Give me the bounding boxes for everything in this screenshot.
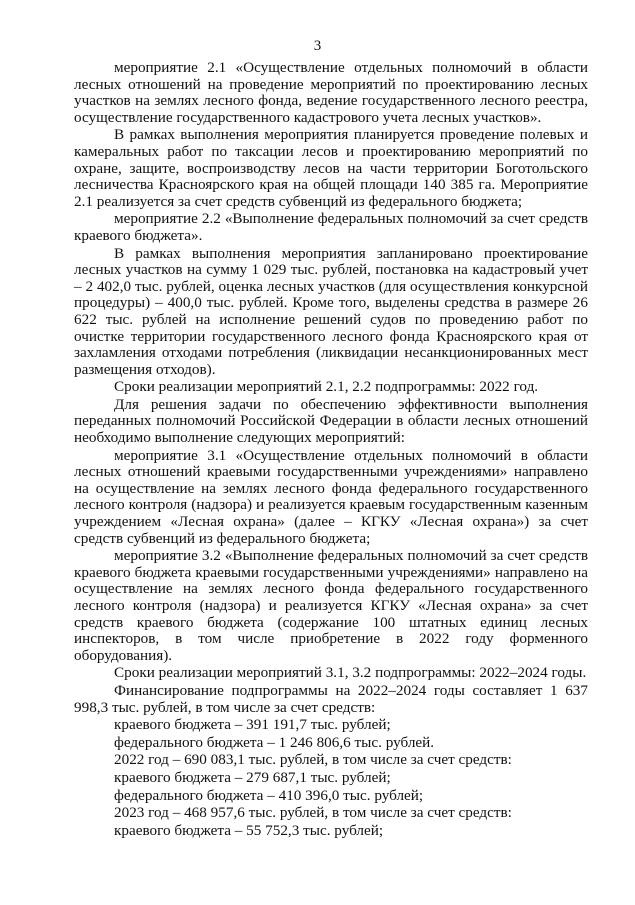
paragraph: Финансирование подпрограммы на 2022–2024 годы составляет 1 637 998,3 тыс. рублей, в том числе за счет средств:: [74, 681, 588, 716]
funding-line: краевого бюджета – 279 687,1 тыс. рублей;: [114, 768, 391, 786]
funding-line: 2023 год – 468 957,6 тыс. рублей, в том числе за счет средств:: [114, 804, 512, 822]
paragraph: мероприятие 3.1 «Осуществление отдельных полномочий в области лесных отношений краевыми государственными учреждениями» направлено на осуществление на землях лесного фонда федерального государственного лесного контроля (надзора) и реализуется краевым государственным казенным учреждением «Лесная охрана» (далее – КГКУ «Лесная охрана») за счет средств субвенций из федерального бюджета;: [74, 446, 588, 547]
paragraph: мероприятие 3.2 «Выполнение федеральных полномочий за счет средств краевого бюджета краевыми государственными учреждениями» направлено на осуществление на землях лесного фонда федерального государственного лесного контроля (надзора) и реализуется КГКУ «Лесная охрана» за счет средств краевого бюджета (содержание 100 штатных единиц лесных инспекторов, в том числе приобретение в 2022 году форменного оборудования).: [74, 547, 588, 664]
page-number: 3: [313, 38, 322, 54]
funding-line: федерального бюджета – 410 396,0 тыс. рублей;: [114, 786, 424, 804]
paragraph: В рамках выполнения мероприятия планируется проведение полевых и камеральных работ по таксации лесов и проектированию мероприятий по охране, защите, воспроизводству лесов на части территории Боготольского лесничества Красноярского края на общей площади 140 385 га. Мероприятие 2.1 реализуется за счет средств субвенций из федерального бюджета;: [74, 126, 588, 210]
funding-line: федерального бюджета – 1 246 806,6 тыс. рублей.: [114, 733, 435, 751]
funding-line: 2022 год – 690 083,1 тыс. рублей, в том числе за счет средств:: [114, 751, 512, 769]
document-body: [74, 60, 588, 840]
paragraph: Сроки реализации мероприятий 3.1, 3.2 подпрограммы: 2022–2024 годы.: [114, 664, 587, 682]
paragraph: Сроки реализации мероприятий 2.1, 2.2 подпрограммы: 2022 год.: [114, 378, 539, 396]
paragraph: мероприятие 2.2 «Выполнение федеральных полномочий за счет средств краевого бюджета».: [74, 210, 588, 244]
funding-line: краевого бюджета – 55 752,3 тыс. рублей;: [114, 821, 384, 839]
paragraph: В рамках выполнения мероприятия запланировано проектирование лесных участков на сумму 1 029 тыс. рублей, постановка на кадастровый учет – 2 402,0 тыс. рублей, оценка лесных участков (для осуществления конкурсной процедуры) – 400,0 тыс. рублей. Кроме того, выделены средства в размере 26 622 тыс. рублей на исполнение решений судов по проведению работ по очистке территории государственного лесного фонда Красноярского края от захламления отходами потребления (ликвидации несанкционированных мест размещения отходов).: [74, 244, 588, 378]
funding-line: краевого бюджета – 391 191,7 тыс. рублей;: [114, 716, 391, 734]
paragraph: мероприятие 2.1 «Осуществление отдельных полномочий в области лесных отношений на проведение мероприятий по проектированию лесных участков на землях лесного фонда, ведение государственного лесного реестра, осуществление государственного кадастрового учета лесных участков».: [74, 59, 588, 126]
paragraph: Для решения задачи по обеспечению эффективности выполнения переданных полномочий Российской Федерации в области лесных отношений необходимо выполнение следующих мероприятий:: [74, 395, 588, 447]
